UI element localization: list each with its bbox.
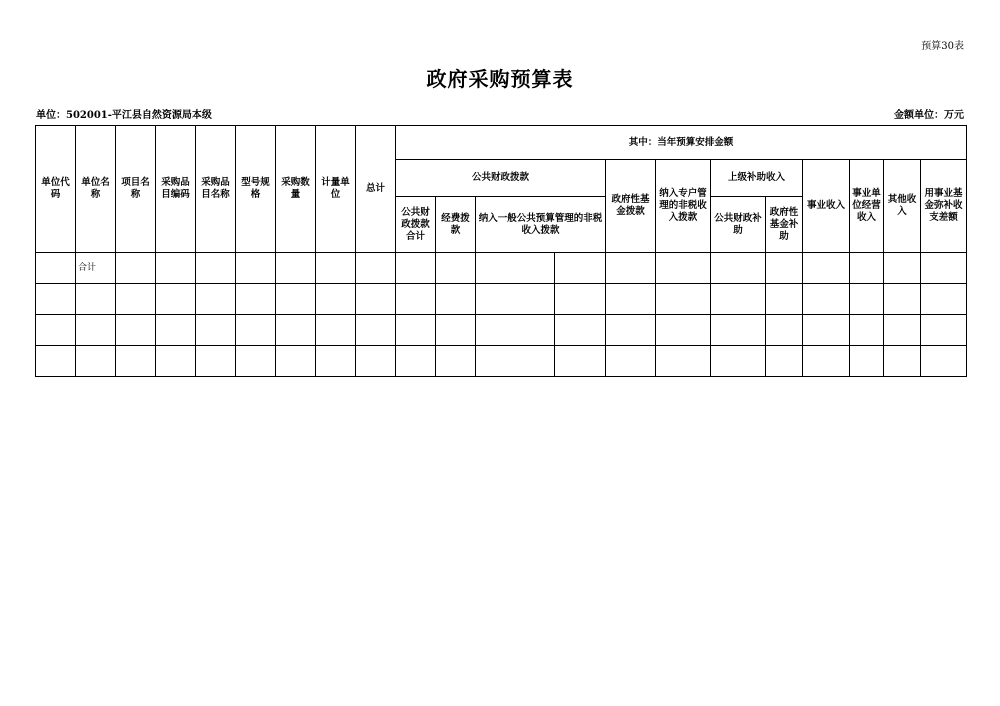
table-cell <box>656 315 711 346</box>
col-quantity: 采购数量 <box>276 126 316 253</box>
table-cell <box>236 346 276 377</box>
col-subsidy-gov-fund: 政府性基金补助 <box>766 197 803 253</box>
amount-unit: 金额单位：万元 <box>894 110 964 121</box>
table-cell <box>555 253 606 284</box>
table-cell <box>396 253 436 284</box>
table-cell <box>36 253 76 284</box>
table-cell <box>396 284 436 315</box>
col-fund-gap: 用事业基金弥补收支差额 <box>921 160 967 253</box>
table-cell <box>356 284 396 315</box>
table-cell <box>156 315 196 346</box>
table-cell <box>884 284 921 315</box>
table-cell <box>711 315 766 346</box>
table-cell <box>236 284 276 315</box>
table-cell <box>36 284 76 315</box>
table-cell <box>276 346 316 377</box>
table-cell <box>316 253 356 284</box>
table-cell <box>116 253 156 284</box>
table-cell <box>156 346 196 377</box>
col-current-year-group: 其中：当年预算安排金额 <box>396 126 967 160</box>
table-cell <box>850 284 884 315</box>
page-title: 政府采购预算表 <box>426 67 574 91</box>
table-cell <box>711 253 766 284</box>
table-row <box>36 315 967 346</box>
col-model-spec: 型号规格 <box>236 126 276 253</box>
col-public-finance-group: 公共财政拨款 <box>396 160 606 197</box>
table-cell <box>436 346 476 377</box>
col-fee-allocation: 经费拨款 <box>436 197 476 253</box>
table-cell <box>476 284 555 315</box>
table-row <box>36 253 967 284</box>
table-cell <box>555 346 606 377</box>
table-cell <box>396 315 436 346</box>
table-cell <box>606 284 656 315</box>
table-cell <box>766 346 803 377</box>
table-cell <box>356 346 396 377</box>
table-cell <box>196 346 236 377</box>
col-total: 总计 <box>356 126 396 253</box>
table-cell <box>156 253 196 284</box>
col-project-name: 项目名称 <box>116 126 156 253</box>
table-cell <box>196 253 236 284</box>
table-cell <box>766 284 803 315</box>
table-cell <box>356 253 396 284</box>
table-cell <box>921 315 967 346</box>
table-cell <box>850 315 884 346</box>
table-cell <box>656 284 711 315</box>
table-cell <box>850 346 884 377</box>
table-cell <box>803 284 850 315</box>
table-cell <box>156 284 196 315</box>
table-cell <box>921 346 967 377</box>
procurement-budget-table <box>35 125 967 377</box>
col-public-finance-total: 公共财政拨款合计 <box>396 197 436 253</box>
table-cell <box>606 315 656 346</box>
table-cell <box>396 346 436 377</box>
table-cell <box>236 253 276 284</box>
table-cell <box>196 284 236 315</box>
total-row-label: 合计 <box>76 253 116 284</box>
table-cell <box>236 315 276 346</box>
col-superior-subsidy-group: 上级补助收入 <box>711 160 803 197</box>
table-cell <box>436 253 476 284</box>
table-cell <box>921 284 967 315</box>
table-cell <box>850 253 884 284</box>
table-cell <box>606 346 656 377</box>
col-unit-name: 单位名称 <box>76 126 116 253</box>
table-cell <box>316 346 356 377</box>
table-cell <box>316 284 356 315</box>
table-cell <box>711 284 766 315</box>
table-cell <box>436 315 476 346</box>
table-cell <box>276 253 316 284</box>
table-cell <box>555 284 606 315</box>
table-cell <box>276 315 316 346</box>
table-cell <box>76 346 116 377</box>
col-special-non-tax: 纳入专户管理的非税收入拨款 <box>656 160 711 253</box>
table-cell <box>116 315 156 346</box>
table-row <box>36 284 967 315</box>
col-non-tax-general: 纳入一般公共预算管理的非税收入拨款 <box>476 197 606 253</box>
table-cell <box>116 284 156 315</box>
col-business-income: 事业收入 <box>803 160 850 253</box>
table-cell <box>116 346 156 377</box>
table-cell <box>803 315 850 346</box>
table-cell <box>606 253 656 284</box>
col-gov-fund: 政府性基金拨款 <box>606 160 656 253</box>
table-cell <box>766 253 803 284</box>
table-cell <box>356 315 396 346</box>
table-cell <box>476 253 555 284</box>
table-cell <box>76 284 116 315</box>
table-cell <box>884 346 921 377</box>
col-other-income: 其他收入 <box>884 160 921 253</box>
table-cell <box>803 346 850 377</box>
table-cell <box>803 253 850 284</box>
table-cell <box>656 346 711 377</box>
col-measure-unit: 计量单位 <box>316 126 356 253</box>
table-cell <box>36 346 76 377</box>
table-cell <box>476 315 555 346</box>
table-cell <box>884 315 921 346</box>
table-cell <box>316 315 356 346</box>
col-operating-income: 事业单位经营收入 <box>850 160 884 253</box>
table-cell <box>555 315 606 346</box>
table-cell <box>36 315 76 346</box>
table-cell <box>476 346 555 377</box>
form-number: 预算30表 <box>921 41 964 52</box>
table-cell <box>436 284 476 315</box>
table-cell <box>76 315 116 346</box>
table-row <box>36 346 967 377</box>
col-item-code: 采购品目编码 <box>156 126 196 253</box>
col-item-name: 采购品目名称 <box>196 126 236 253</box>
col-unit-code: 单位代码 <box>36 126 76 253</box>
table-cell <box>921 253 967 284</box>
table-cell <box>884 253 921 284</box>
table-cell <box>656 253 711 284</box>
table-cell <box>196 315 236 346</box>
table-cell <box>711 346 766 377</box>
table-cell <box>766 315 803 346</box>
col-subsidy-public-finance: 公共财政补助 <box>711 197 766 253</box>
unit-label: 单位：502001-平江县自然资源局本级 <box>36 110 212 121</box>
table-cell <box>276 284 316 315</box>
